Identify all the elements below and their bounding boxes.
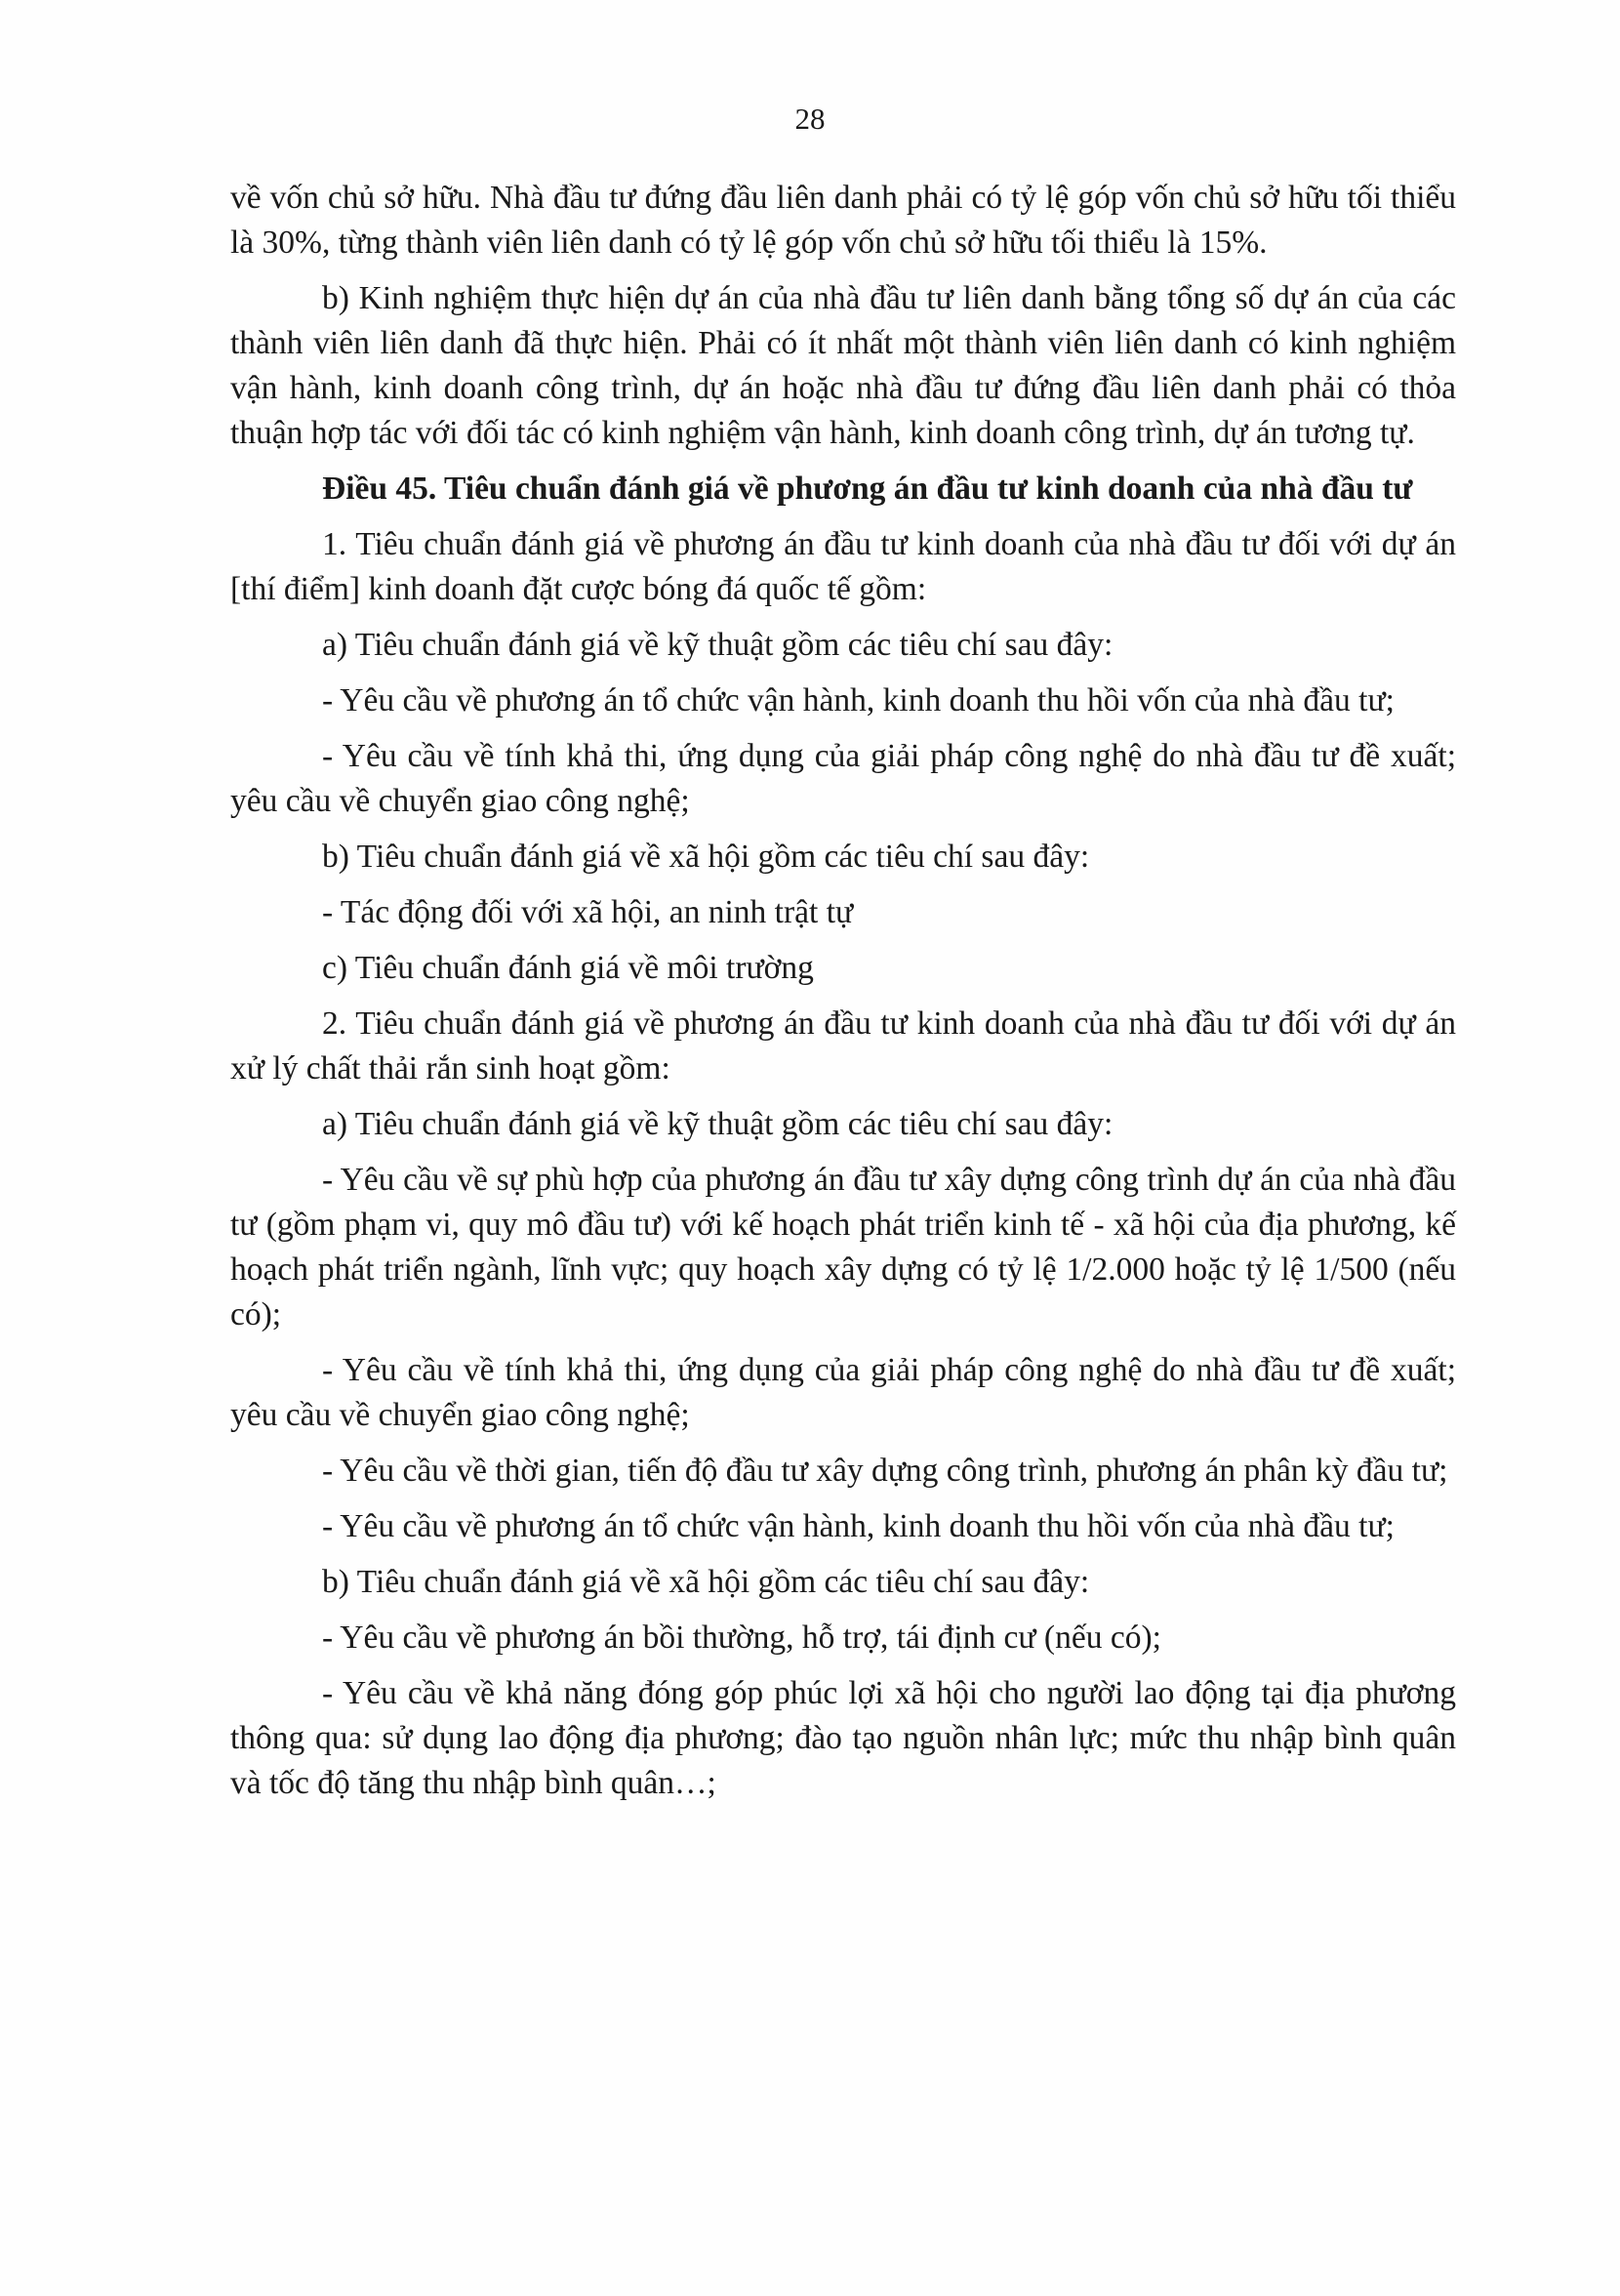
paragraph-criteria-1: 1. Tiêu chuẩn đánh giá về phương án đầu tư kinh doanh của nhà đầu tư đối với dự án [thí điểm] kinh doanh đặt cược bóng đá quốc tế gồm: [230, 526, 1456, 607]
page-number: 28 [794, 102, 826, 136]
article-heading: Điều 45. Tiêu chuẩn đánh giá về phương án đầu tư kinh doanh của nhà đầu tư [322, 471, 1413, 507]
list-item: - Yêu cầu về tính khả thi, ứng dụng của giải pháp công nghệ do nhà đầu tư đề xuất; yêu cầu về chuyển giao công nghệ; [230, 738, 1456, 819]
paragraph-criteria-2: 2. Tiêu chuẩn đánh giá về phương án đầu tư kinh doanh của nhà đầu tư đối với dự án xử lý chất thải rắn sinh hoạt gồm: [230, 1005, 1456, 1086]
paragraph-continuation: về vốn chủ sở hữu. Nhà đầu tư đứng đầu liên danh phải có tỷ lệ góp vốn chủ sở hữu tối thiểu là 30%, từng thành viên liên danh có tỷ lệ góp vốn chủ sở hữu tối thiểu là 15%. [230, 180, 1456, 261]
list-item: - Yêu cầu về thời gian, tiến độ đầu tư xây dựng công trình, phương án phân kỳ đầu tư; [322, 1453, 1448, 1489]
list-item: - Yêu cầu về phương án bồi thường, hỗ trợ, tái định cư (nếu có); [322, 1620, 1161, 1656]
paragraph-technical-criteria: a) Tiêu chuẩn đánh giá về kỹ thuật gồm các tiêu chí sau đây: [322, 1106, 1114, 1142]
paragraph-experience: b) Kinh nghiệm thực hiện dự án của nhà đầu tư liên danh bằng tổng số dự án của các thành viên liên danh đã thực hiện. Phải có ít nhất một thành viên liên danh có kinh nghiệm vận hành, kinh doanh công trình, dự án hoặc nhà đầu tư đứng đầu liên danh phải có thỏa thuận hợp tác với đối tác có kinh nghiệm vận hành, kinh doanh công trình, dự án tương tự. [230, 280, 1456, 451]
document-body [230, 176, 1456, 1817]
paragraph-technical-criteria: a) Tiêu chuẩn đánh giá về kỹ thuật gồm các tiêu chí sau đây: [322, 627, 1114, 663]
list-item: - Yêu cầu về phương án tổ chức vận hành, kinh doanh thu hồi vốn của nhà đầu tư; [322, 682, 1395, 718]
list-item: - Tác động đối với xã hội, an ninh trật tự [322, 894, 854, 930]
paragraph-social-criteria: b) Tiêu chuẩn đánh giá về xã hội gồm các tiêu chí sau đây: [322, 839, 1090, 875]
list-item: - Yêu cầu về phương án tổ chức vận hành, kinh doanh thu hồi vốn của nhà đầu tư; [322, 1508, 1395, 1544]
paragraph-social-criteria: b) Tiêu chuẩn đánh giá về xã hội gồm các tiêu chí sau đây: [322, 1564, 1090, 1600]
list-item: - Yêu cầu về tính khả thi, ứng dụng của giải pháp công nghệ do nhà đầu tư đề xuất; yêu cầu về chuyển giao công nghệ; [230, 1352, 1456, 1433]
list-item: - Yêu cầu về sự phù hợp của phương án đầu tư xây dựng công trình dự án của nhà đầu tư (gồm phạm vi, quy mô đầu tư) với kế hoạch phát triển kinh tế - xã hội của địa phương, kế hoạch phát triển ngành, lĩnh vực; quy hoạch xây dựng có tỷ lệ 1/2.000 hoặc tỷ lệ 1/500 (nếu có); [230, 1162, 1456, 1332]
list-item: - Yêu cầu về khả năng đóng góp phúc lợi xã hội cho người lao động tại địa phương thông qua: sử dụng lao động địa phương; đào tạo nguồn nhân lực; mức thu nhập bình quân và tốc độ tăng thu nhập bình quân…; [230, 1675, 1456, 1801]
paragraph-environment-criteria: c) Tiêu chuẩn đánh giá về môi trường [322, 950, 814, 986]
